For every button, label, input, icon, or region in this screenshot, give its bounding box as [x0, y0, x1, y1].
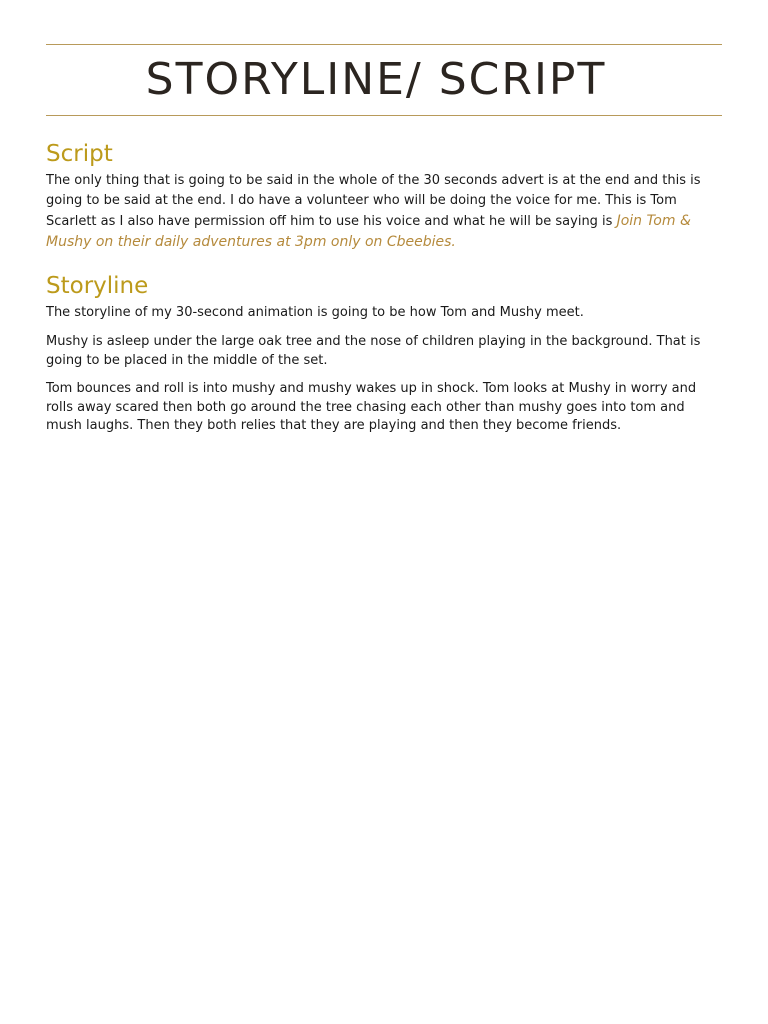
bottom-divider [46, 115, 722, 116]
storyline-paragraph: Tom bounces and roll is into mushy and mushy wakes up in shock. Tom looks at Mushy in worry and rolls away scared then both go around the tree chasing each other than mushy goes into tom and mush laughs. Then they both relies that they are playing and then they become friends. [46, 381, 697, 433]
page-title: STORYLINE/ SCRIPT [145, 54, 607, 105]
storyline-heading: Storyline [46, 273, 149, 299]
storyline-paragraph: The storyline of my 30-second animation is going to be how Tom and Mushy meet. [46, 305, 584, 320]
script-body-text: The only thing that is going to be said in the whole of the 30 seconds advert is at the end and this is going to be said at the end. I do have a volunteer who will be doing the voice for me. This is Tom Scarlett as I also have permission off him to use his voice and what he will be saying is [46, 173, 701, 229]
script-quote: Join Tom & Mushy on their daily adventures at 3pm only on Cbeebies. [46, 213, 691, 250]
script-paragraph [46, 171, 722, 253]
top-divider [46, 44, 722, 45]
storyline-paragraph: Mushy is asleep under the large oak tree and the nose of children playing in the background. That is going to be placed in the middle of the set. [46, 334, 701, 368]
script-heading: Script [46, 141, 113, 167]
